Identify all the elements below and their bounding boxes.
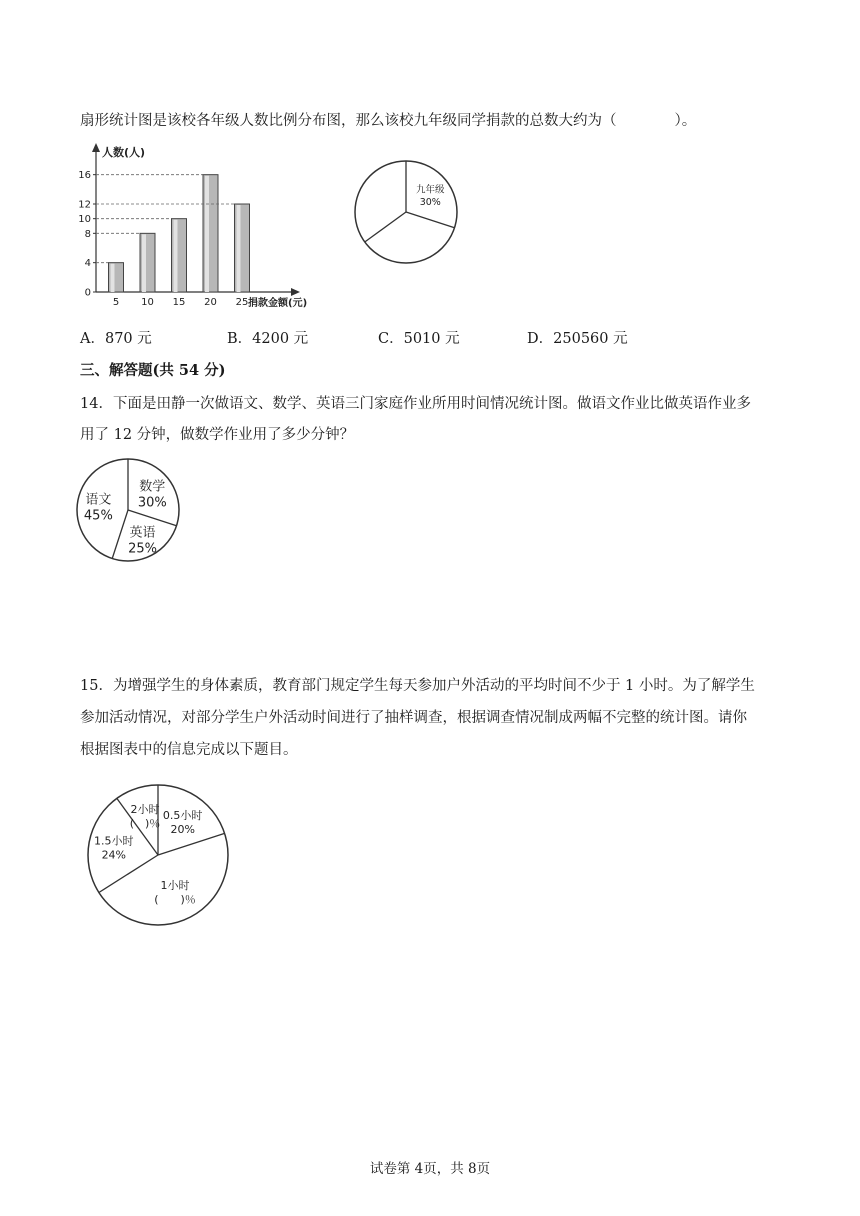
homework-pie-chart bbox=[75, 457, 195, 577]
x-tick-label: 15 bbox=[172, 297, 186, 308]
y-tick-label: 12 bbox=[78, 199, 91, 211]
q14-line1: 14．下面是田静一次做语文、数学、英语三门家庭作业所用时间情况统计图。做语文作业比做英语作业多 bbox=[80, 396, 751, 412]
slice-value: 30% bbox=[419, 196, 441, 208]
x-tick-label: 20 bbox=[204, 297, 217, 308]
bar-highlight bbox=[205, 176, 209, 292]
y-tick-label: 8 bbox=[84, 228, 91, 240]
x-tick-label: 25 bbox=[235, 297, 249, 308]
slice-value: 25% bbox=[128, 541, 157, 557]
bar-highlight bbox=[237, 205, 241, 292]
y-tick-label: 0 bbox=[84, 287, 91, 299]
page-footer: 试卷第 4页，共 8页 bbox=[369, 1161, 491, 1177]
slice-value: 20% bbox=[170, 823, 195, 837]
q15-line3: 根据图表中的信息完成以下题目。 bbox=[80, 742, 298, 758]
q15-line2: 参加活动情况，对部分学生户外活动时间进行了抽样调查，根据调查情况制成两幅不完整的统计图。请你 bbox=[80, 710, 747, 726]
y-axis-arrow bbox=[92, 143, 100, 152]
slice-label: 数学 bbox=[139, 479, 166, 495]
option-c[interactable]: C．5010 元 bbox=[378, 331, 460, 347]
y-tick-label: 4 bbox=[84, 258, 91, 270]
option-a[interactable]: A．870 元 bbox=[80, 331, 152, 347]
y-tick-label: 10 bbox=[78, 214, 91, 226]
slice-value: 24% bbox=[101, 848, 127, 862]
bar-highlight bbox=[111, 264, 115, 292]
slice-label: 九年级 bbox=[416, 184, 445, 196]
slice-label: 0.5小时 bbox=[162, 809, 203, 823]
slice-value: ( )％ bbox=[129, 817, 161, 831]
donation-bar-chart bbox=[78, 140, 348, 310]
bar-highlight bbox=[174, 220, 178, 292]
y-axis-label: 人数(人) bbox=[102, 146, 146, 159]
q15-line1: 15．为增强学生的身体素质，教育部门规定学生每天参加户外活动的平均时间不少于 1 小时。为了解学生 bbox=[80, 678, 755, 694]
slice-value: 30% bbox=[137, 495, 167, 511]
x-tick-label: 10 bbox=[141, 297, 154, 308]
slice-value: ( )％ bbox=[154, 893, 196, 907]
activity-pie-chart bbox=[85, 782, 245, 922]
option-d[interactable]: D．250560 元 bbox=[527, 331, 628, 347]
slice-label: 1小时 bbox=[160, 879, 190, 893]
q14-line2: 用了 12 分钟，做数学作业用了多少分钟？ bbox=[80, 427, 355, 443]
grade-pie-chart bbox=[350, 145, 470, 275]
slice-label: 2小时 bbox=[130, 803, 160, 817]
slice-label: 1.5小时 bbox=[94, 834, 134, 848]
x-axis-arrow bbox=[291, 288, 300, 296]
option-b[interactable]: B．4200 元 bbox=[227, 331, 309, 347]
x-axis-label: 捐款金额(元) bbox=[248, 298, 308, 309]
y-tick-label: 16 bbox=[78, 170, 91, 182]
slice-value: 45% bbox=[83, 508, 113, 524]
bar-highlight bbox=[142, 234, 146, 292]
slice-label: 英语 bbox=[129, 525, 156, 541]
section-title: 三、解答题(共 54 分) bbox=[80, 362, 226, 379]
slice-label: 语文 bbox=[85, 492, 112, 508]
x-tick-label: 5 bbox=[112, 297, 120, 308]
q13-stem: 扇形统计图是该校各年级人数比例分布图，那么该校九年级同学捐款的总数大约为（ ）。 bbox=[80, 113, 697, 129]
